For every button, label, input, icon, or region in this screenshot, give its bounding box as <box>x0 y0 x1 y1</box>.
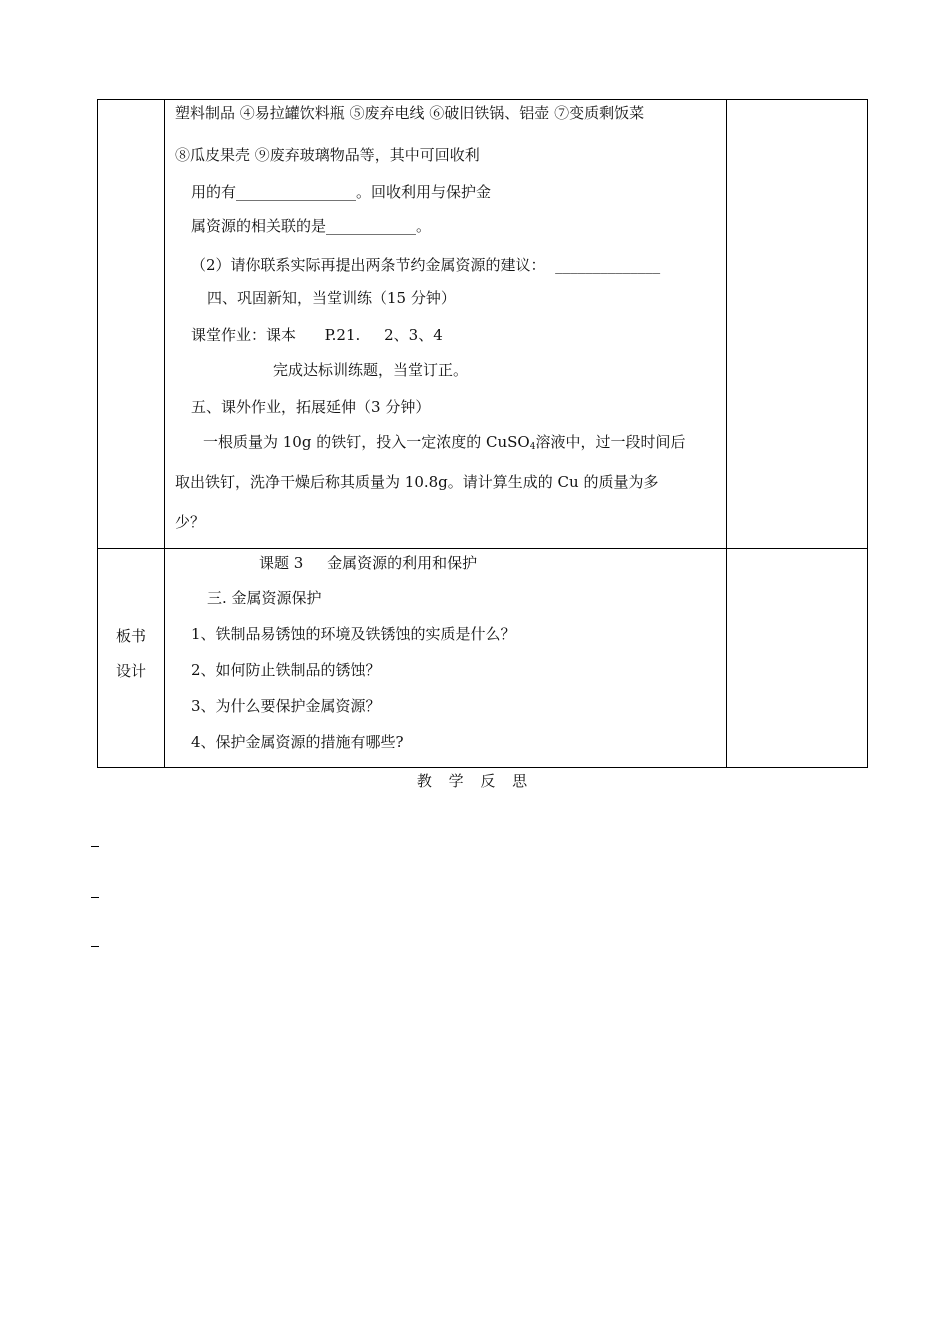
subscript: 4 <box>529 442 536 452</box>
question-item: 4、保护金属资源的措施有哪些? <box>191 733 404 751</box>
text-line: 取出铁钉，洗净干燥后称其质量为 10.8g。请计算生成的 Cu 的质量为多 <box>175 473 659 491</box>
table-row-board-design <box>98 549 868 768</box>
exercise-content-cell <box>165 100 727 549</box>
question-item: 3、为什么要保护金属资源？ <box>191 697 381 715</box>
question-item: 2、如何防止铁制品的锈蚀？ <box>191 661 381 679</box>
board-design-label-cell <box>98 549 165 768</box>
text-line: ⑧瓜皮果壳 ⑨废弃玻璃物品等，其中可回收利 <box>175 146 480 164</box>
table-row-exercises <box>98 100 868 549</box>
text-line <box>203 432 685 457</box>
board-label: 板书 <box>115 627 146 645</box>
section-heading: 四、巩固新知，当堂训练（15 分钟） <box>207 289 456 307</box>
blank-line-marker <box>91 946 99 947</box>
lesson-plan-table <box>97 99 868 768</box>
text-line: 塑料制品 ④易拉罐饮料瓶 ⑤废弃电线 ⑥破旧铁锅、铝壶 ⑦变质剩饭菜 <box>175 104 645 122</box>
empty-label-cell <box>98 100 165 549</box>
text-fragment: 溶液中，过一段时间后 <box>535 433 686 451</box>
board-design-content-cell <box>165 549 727 768</box>
reflection-title: 教 学 反 思 <box>416 772 534 790</box>
text-line: 少？ <box>175 513 206 531</box>
text-line: 用的有________________。回收利用与保护金 <box>191 183 492 201</box>
lesson-title: 课题 3 金属资源的利用和保护 <box>259 554 478 572</box>
section-heading: 三. 金属资源保护 <box>207 589 322 607</box>
text-fragment: 一根质量为 10g 的铁钉，投入一定浓度的 CuSO <box>203 433 530 451</box>
text-line: 属资源的相关联的是____________。 <box>191 217 432 235</box>
text-line: 完成达标训练题，当堂订正。 <box>273 361 469 379</box>
empty-notes-cell <box>727 100 868 549</box>
section-heading: 五、课外作业，拓展延伸（3 分钟） <box>191 398 431 416</box>
empty-notes-cell <box>727 549 868 768</box>
text-line: 课堂作业：课本 P.21. 2、3、4 <box>191 326 443 344</box>
question-item: 1、铁制品易锈蚀的环境及铁锈蚀的实质是什么？ <box>191 625 516 643</box>
text-line: （2）请你联系实际再提出两条节约金属资源的建议： ______________ <box>191 256 661 274</box>
design-label: 设计 <box>115 662 146 680</box>
blank-line-marker <box>91 846 99 847</box>
blank-line-marker <box>91 897 99 898</box>
